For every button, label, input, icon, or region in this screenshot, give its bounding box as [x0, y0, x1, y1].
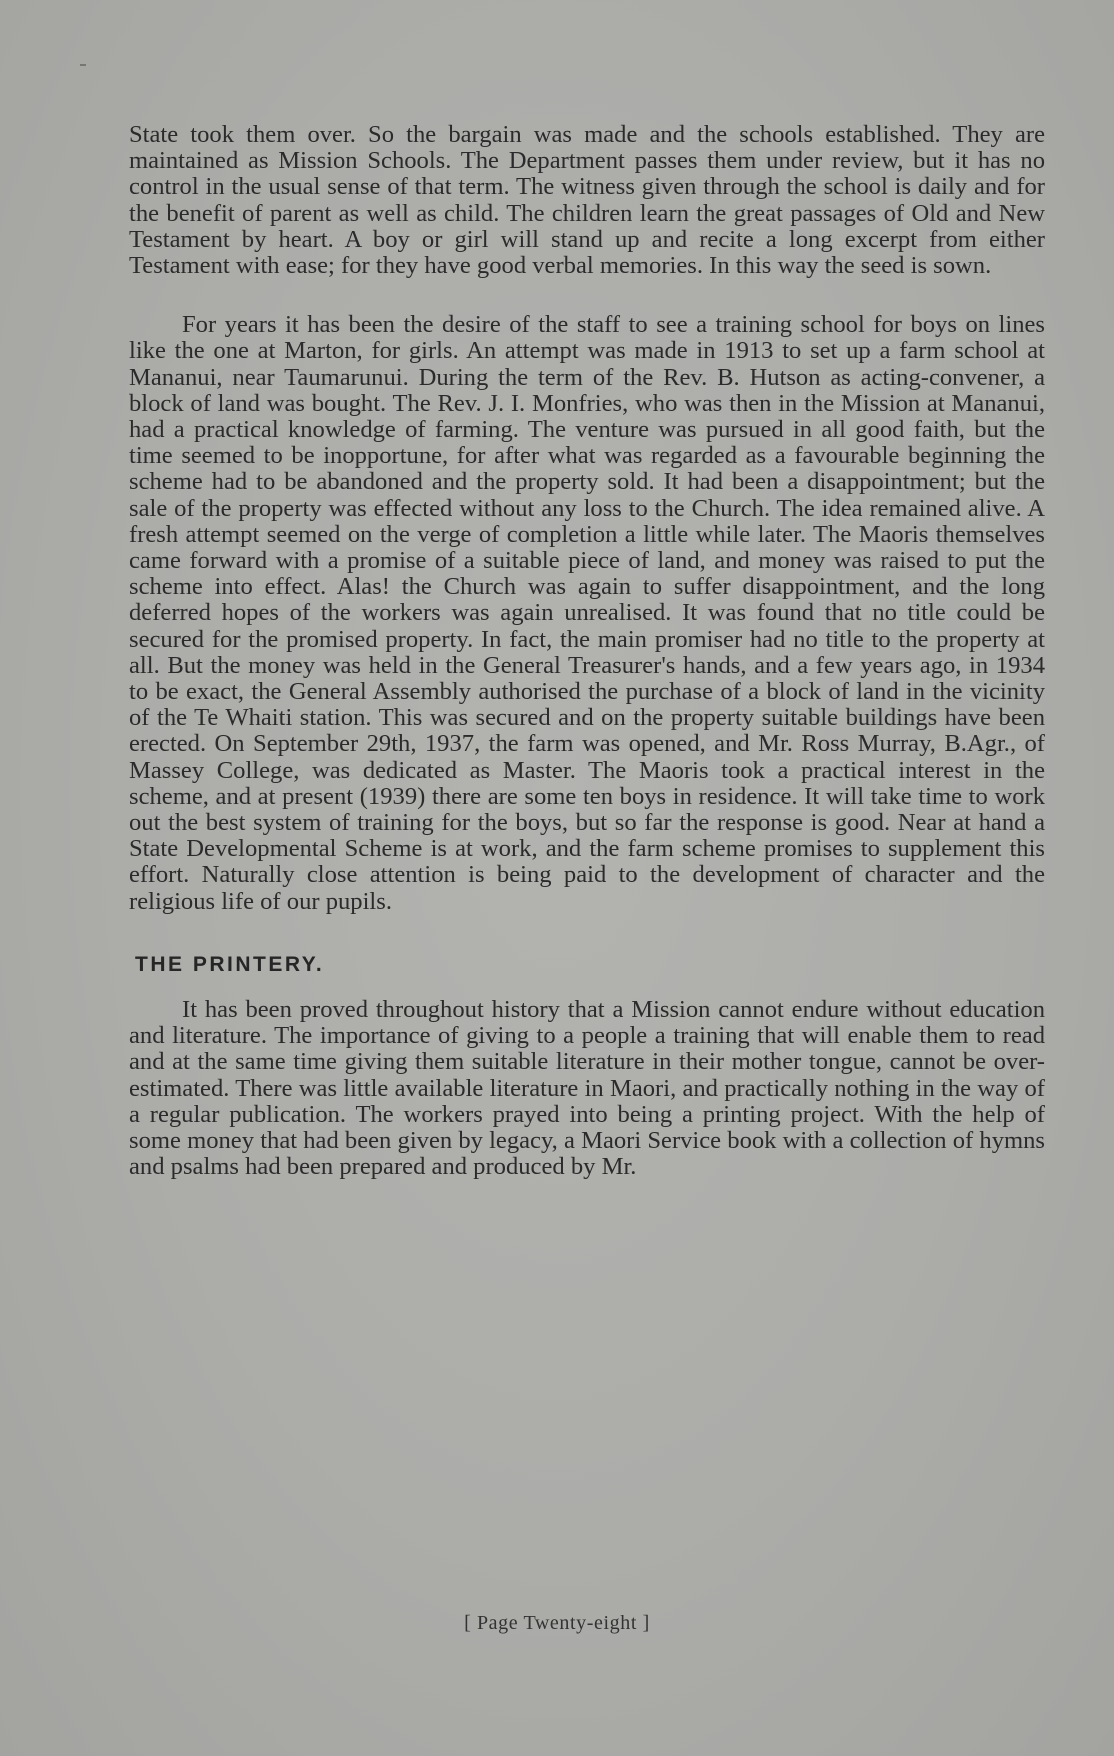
print-speck [80, 64, 86, 66]
paragraph-farm-school: For years it has been the desire of the staff to see a training school for boys on lines like the one at Marton, for girls. An attempt was made in 1913 to set up a farm school at Mananui, near Taumarunui. During the term of the Rev. B. Hutson as acting-convener, a block of land was bought. The Rev. J. I. Monfries, who was then in the Mission at Mananui, had a practical knowledge of farming. The venture was pursued in all good faith, but the time seemed to be inopportune, for after what was regarded as a favourable beginning the scheme had to be abandoned and the property sold. It had been a disappointment; but the sale of the property was effected without any loss to the Church. The idea remained alive. A fresh attempt seemed on the verge of completion a little while later. The Maoris themselves came forward with a promise of a suitable piece of land, and money was raised to put the scheme into effect. Alas! the Church was again to suffer disappointment, and the long deferred hopes of the workers was again unrealised. It was found that no title could be secured for the promised property. In fact, the main promiser had no title to the property at all. But the money was held in the General Treasurer's hands, and a few years ago, in 1934 to be exact, the General Assembly authorised the purchase of a block of land in the vicinity of the Te Whaiti station. This was secured and on the property suitable buildings have been erected. On September 29th, 1937, the farm was opened, and Mr. Ross Murray, B.Agr., of Massey College, was dedicated as Master. The Maoris took a practical interest in the scheme, and at present (1939) there are some ten boys in residence. It will take time to work out the best system of training for the boys, but so far the response is good. Near at hand a State Developmental Scheme is at work, and the farm scheme promises to supplement this effort. Naturally close attention is being paid to the development of character and the religious life of our pupils. [129, 311, 1045, 915]
paragraph-printery: It has been proved throughout history that a Mission cannot endure without education and literature. The importance of giving to a people a training that will enable them to read and at the same time giving them suitable literature in their mother tongue, cannot be over-estimated. There was little available literature in Maori, and practically nothing in the way of a regular publication. The workers prayed into being a printing project. With the help of some money that had been given by legacy, a Maori Service book with a collection of hymns and psalms had been prepared and produced by Mr. [129, 995, 1045, 1181]
paragraph-schools: State took them over. So the bargain was made and the schools established. They are maintained as Mission Schools. The Department passes them under review, but it has no control in the usual sense of that term. The witness given through the school is daily and for the benefit of parent as well as child. The children learn the great passages of Old and New Testament by heart. A boy or girl will stand up and recite a long excerpt from either Testament with ease; for they have good verbal memories. In this way the seed is sown. [129, 121, 1045, 280]
section-heading-printery: THE PRINTERY. [135, 952, 325, 976]
body-text [129, 122, 1045, 1180]
page-number-footer: [ Page Twenty-eight ] [464, 1612, 650, 1634]
paragraph-spacer [129, 279, 1045, 312]
